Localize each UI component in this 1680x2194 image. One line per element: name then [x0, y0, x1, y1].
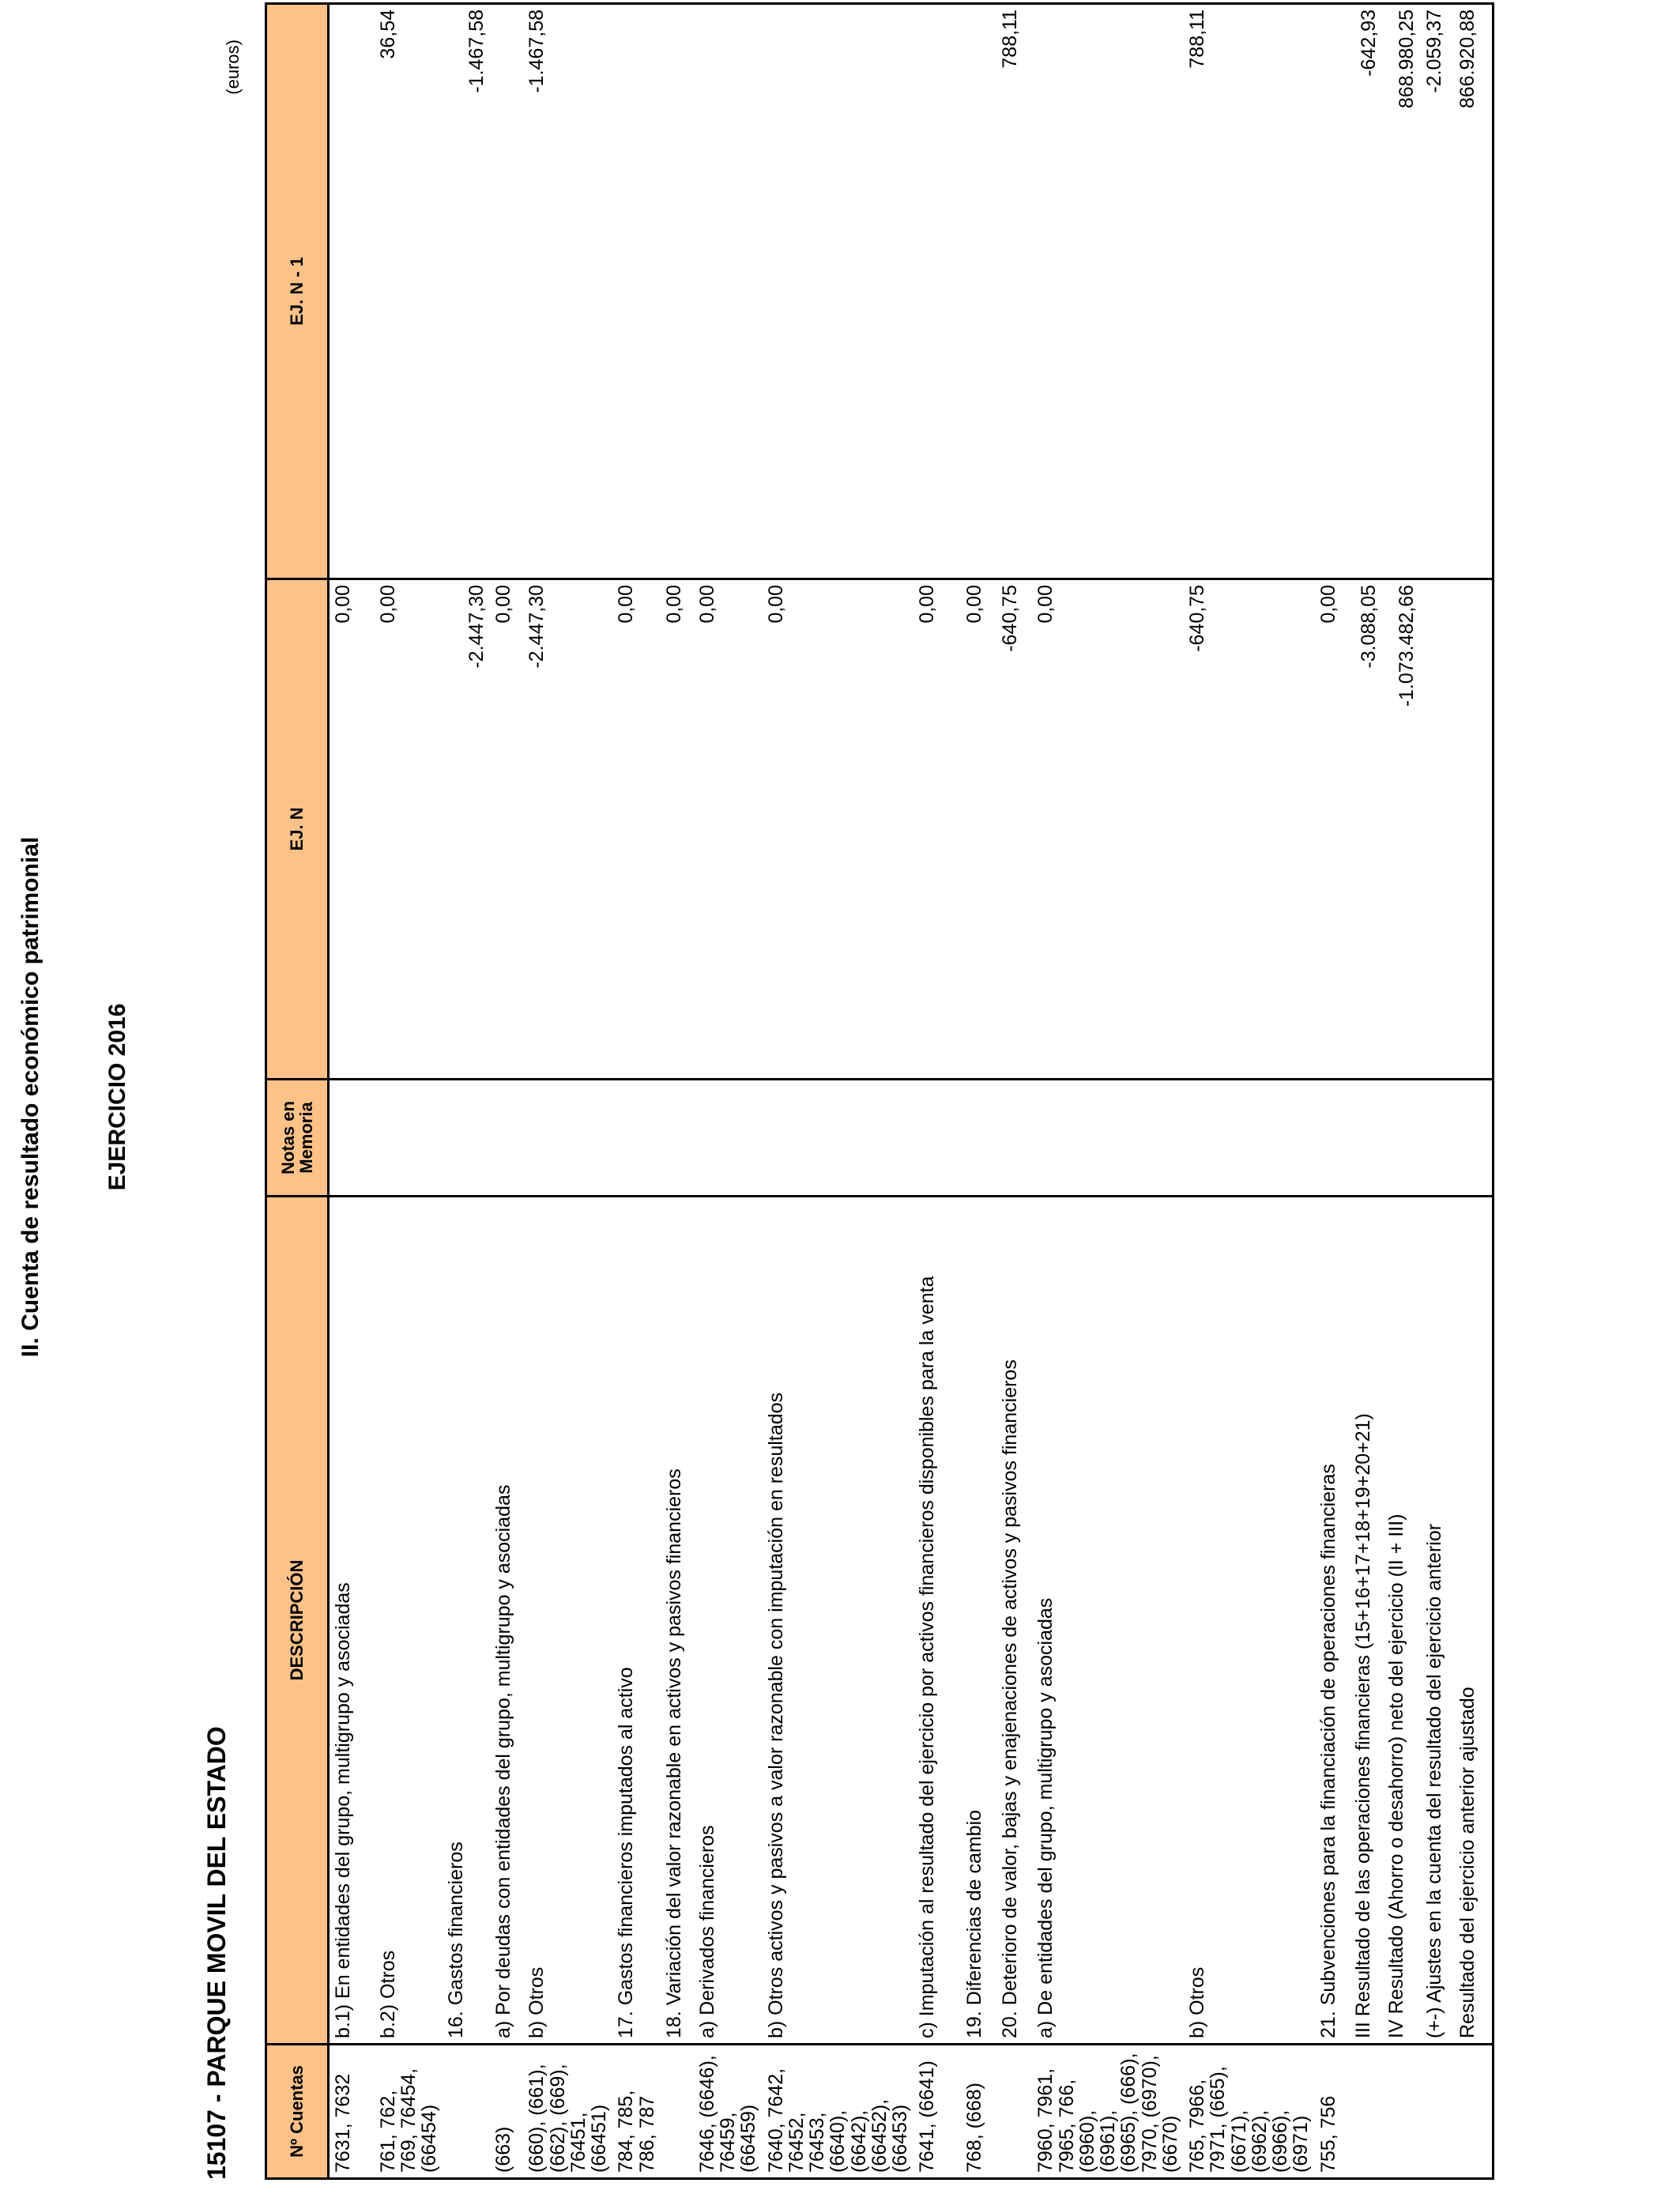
cell-description: b) Otros — [1184, 1197, 1315, 2045]
cell-accounts: 761, 762, 769, 76454, (66454) — [375, 2045, 443, 2179]
cell-notes — [1184, 1080, 1315, 1197]
cell-accounts — [1454, 2045, 1494, 2179]
cell-current-year: -3.088,05 — [1350, 579, 1383, 1080]
cell-accounts: (663) — [490, 2045, 523, 2179]
table-row — [961, 4, 996, 2179]
cell-notes — [443, 1080, 490, 1197]
cell-notes — [1350, 1080, 1383, 1197]
cell-description: (+-) Ajustes en la cuenta del resultado del ejercicio anterior — [1421, 1197, 1454, 2045]
cell-previous-year: 788,11 — [1184, 4, 1315, 579]
table-header-row — [266, 4, 329, 2179]
table-row — [1454, 4, 1494, 2179]
cell-previous-year — [1032, 4, 1184, 579]
cell-notes — [1383, 1080, 1421, 1197]
cell-description: 21. Subvenciones para la financiación de operaciones financieras — [1315, 1197, 1350, 2045]
cell-description: 16. Gastos financieros — [443, 1197, 490, 2045]
cell-accounts — [443, 2045, 490, 2179]
cell-description: b) Otros activos y pasivos a valor razonable con imputación en resultados — [763, 1197, 914, 2045]
cell-description: Resultado del ejercicio anterior ajustado — [1454, 1197, 1494, 2045]
cell-notes — [913, 1080, 961, 1197]
table-row — [375, 4, 443, 2179]
cell-description: a) De entidades del grupo, multigrupo y asociadas — [1032, 1197, 1184, 2045]
cell-accounts: 7641, (6641) — [913, 2045, 961, 2179]
cell-previous-year: 788,11 — [996, 4, 1032, 579]
cell-current-year: -1.073.482,66 — [1383, 579, 1421, 1080]
table-row — [1032, 4, 1184, 2179]
cell-notes — [1032, 1080, 1184, 1197]
cell-description: b.2) Otros — [375, 1197, 443, 2045]
cell-previous-year: -2.059,37 — [1421, 4, 1454, 579]
cell-accounts — [996, 2045, 1032, 2179]
entity-name: 15107 - PARQUE MOVIL DEL ESTADO — [202, 1726, 231, 2180]
report-title: II. Cuenta de resultado económico patrimonial — [17, 836, 43, 1358]
cell-previous-year — [612, 4, 661, 579]
cell-accounts — [1383, 2045, 1421, 2179]
cell-description: IV Resultado (Ahorro o desahorro) neto del ejercicio (II + III) — [1383, 1197, 1421, 2045]
cell-accounts — [1350, 2045, 1383, 2179]
cell-previous-year — [913, 4, 961, 579]
cell-current-year: 0,00 — [694, 579, 763, 1080]
cell-previous-year — [694, 4, 763, 579]
cell-notes — [1315, 1080, 1350, 1197]
cell-current-year: -2.447,30 — [523, 579, 612, 1080]
exercise-year: EJERCICIO 2016 — [104, 1003, 130, 1191]
table-row — [913, 4, 961, 2179]
header-description: DESCRIPCIÓN — [266, 1197, 329, 2045]
cell-previous-year: 36,54 — [375, 4, 443, 579]
cell-previous-year: -1.467,58 — [443, 4, 490, 579]
cell-accounts — [661, 2045, 694, 2179]
table-body — [329, 4, 1494, 2179]
cell-notes — [612, 1080, 661, 1197]
cell-current-year: 0,00 — [1315, 579, 1350, 1080]
cell-description: a) Por deudas con entidades del grupo, multigrupo y asociadas — [490, 1197, 523, 2045]
cell-current-year: -640,75 — [1184, 579, 1315, 1080]
cell-current-year: 0,00 — [913, 579, 961, 1080]
cell-description: 18. Variación del valor razonable en activos y pasivos financieros — [661, 1197, 694, 2045]
cell-notes — [961, 1080, 996, 1197]
cell-accounts: 7646, (6646), 76459, (66459) — [694, 2045, 763, 2179]
table-row — [1383, 4, 1421, 2179]
cell-description: III Resultado de las operaciones financieras (15+16+17+18+19+20+21) — [1350, 1197, 1383, 2045]
cell-accounts: 784, 785, 786, 787 — [612, 2045, 661, 2179]
header-notes: Notas en Memoria — [266, 1080, 329, 1197]
cell-description: a) Derivados financieros — [694, 1197, 763, 2045]
cell-description: 17. Gastos financieros imputados al activo — [612, 1197, 661, 2045]
cell-notes — [523, 1080, 612, 1197]
cell-notes — [375, 1080, 443, 1197]
table-row — [443, 4, 490, 2179]
cell-description: b) Otros — [523, 1197, 612, 2045]
cell-previous-year — [329, 4, 375, 579]
cell-notes — [490, 1080, 523, 1197]
cell-accounts: 7640, 7642, 76452, 76453, (6640), (6642), (66452), (66453) — [763, 2045, 914, 2179]
cell-accounts: 755, 756 — [1315, 2045, 1350, 2179]
cell-current-year: 0,00 — [490, 579, 523, 1080]
cell-previous-year — [1315, 4, 1350, 579]
cell-current-year: 0,00 — [763, 579, 914, 1080]
cell-accounts: 7960, 7961, 7965, 766, (6960), (6961), (6965), (666), 7970, (6970), (6670) — [1032, 2045, 1184, 2179]
table-row — [523, 4, 612, 2179]
cell-current-year: 0,00 — [329, 579, 375, 1080]
cell-notes — [661, 1080, 694, 1197]
income-statement-table — [265, 2, 1494, 2180]
table-row — [490, 4, 523, 2179]
cell-description: 20. Deterioro de valor, bajas y enajenaciones de activos y pasivos financieros — [996, 1197, 1032, 2045]
cell-current-year: 0,00 — [961, 579, 996, 1080]
cell-current-year — [1454, 579, 1494, 1080]
table-row — [1315, 4, 1350, 2179]
cell-previous-year — [763, 4, 914, 579]
header-previous-year: EJ. N - 1 — [266, 4, 329, 579]
cell-notes — [996, 1080, 1032, 1197]
header-accounts: Nº Cuentas — [266, 2045, 329, 2179]
cell-notes — [763, 1080, 914, 1197]
cell-notes — [694, 1080, 763, 1197]
cell-accounts: (660), (661), (662), (669), 76451, (66451) — [523, 2045, 612, 2179]
cell-previous-year — [661, 4, 694, 579]
cell-current-year: 0,00 — [1032, 579, 1184, 1080]
cell-accounts: 768, (668) — [961, 2045, 996, 2179]
cell-current-year: -2.447,30 — [443, 579, 490, 1080]
table-row — [612, 4, 661, 2179]
cell-notes — [1421, 1080, 1454, 1197]
table-row — [996, 4, 1032, 2179]
cell-previous-year: 868.980,25 — [1383, 4, 1421, 579]
cell-description: c) Imputación al resultado del ejercicio por activos financieros disponibles para la venta — [913, 1197, 961, 2045]
cell-current-year: 0,00 — [375, 579, 443, 1080]
cell-current-year — [1421, 579, 1454, 1080]
cell-previous-year: -642,93 — [1350, 4, 1383, 579]
table-row — [694, 4, 763, 2179]
cell-accounts: 7631, 7632 — [329, 2045, 375, 2179]
cell-notes — [329, 1080, 375, 1197]
cell-accounts — [1421, 2045, 1454, 2179]
cell-description: 19. Diferencias de cambio — [961, 1197, 996, 2045]
table-row — [329, 4, 375, 2179]
currency-units: (euros) — [223, 40, 243, 95]
table-row — [661, 4, 694, 2179]
table-row — [763, 4, 914, 2179]
cell-previous-year: -1.467,58 — [523, 4, 612, 579]
cell-current-year: 0,00 — [612, 579, 661, 1080]
table-row — [1421, 4, 1454, 2179]
cell-notes — [1454, 1080, 1494, 1197]
cell-current-year: -640,75 — [996, 579, 1032, 1080]
cell-current-year: 0,00 — [661, 579, 694, 1080]
table-row — [1184, 4, 1315, 2179]
cell-previous-year — [490, 4, 523, 579]
cell-accounts: 765, 7966, 7971, (665), (6671), (6962), (6966), (6971) — [1184, 2045, 1315, 2179]
cell-previous-year — [961, 4, 996, 579]
table-row — [1350, 4, 1383, 2179]
cell-previous-year: 866.920,88 — [1454, 4, 1494, 579]
header-current-year: EJ. N — [266, 579, 329, 1080]
cell-description: b.1) En entidades del grupo, multigrupo y asociadas — [329, 1197, 375, 2045]
